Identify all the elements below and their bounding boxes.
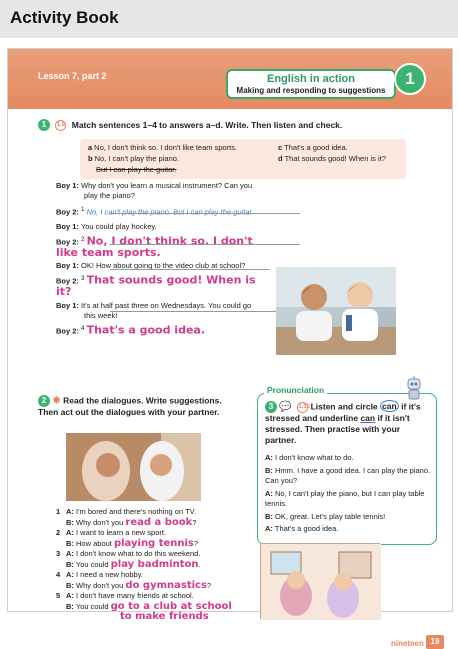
dialogue-line: Boy 1: You could play hockey. (56, 221, 157, 231)
lesson-banner (8, 49, 452, 109)
answer-line (110, 244, 300, 245)
dialogue-line: Boy 2: $^2$ No, I don't think so. I don't like team sports. (56, 234, 253, 259)
answer-text[interactable]: No, I can't play the piano. But I can play the guitar. (86, 207, 254, 217)
pron-line: A: I don't know what to do. (265, 453, 354, 462)
workbook-page (7, 48, 453, 648)
speech-bubble-icon: 💬 (279, 401, 292, 413)
family-illustration (260, 543, 380, 619)
ex2-item-b: B: Why don't you do gymnastics? (66, 579, 212, 591)
ex2-item: 5 A: I don't have many friends at school. (56, 591, 194, 600)
answer-line (110, 269, 270, 270)
dialogue-line: Boy 2: $^3$ That sounds good! When is it? (56, 273, 256, 298)
audio-icon[interactable]: 1.9 (55, 120, 66, 131)
english-in-action-box (226, 69, 396, 99)
pron-line: B: OK, great. Let's play table tennis! (265, 511, 386, 521)
exercise1-instruction: Match sentences 1–4 to answers a–d. Write. Then listen and check. (71, 120, 343, 130)
answer-c: c That's a good idea. (278, 143, 348, 152)
circled-can: can (382, 401, 397, 412)
exercise2-list (56, 507, 256, 623)
exercise1-dialogue (56, 181, 271, 336)
dialogue-line: Boy 2: $^4$ That's a good idea. (56, 323, 206, 336)
pron-line: A: That's a good idea. (265, 524, 339, 533)
girls-photo-illustration (66, 433, 201, 501)
answer-b-continued: But I can play the guitar. (96, 165, 177, 174)
pron-line: B: Hmm. I have a good idea. I can play the piano. Can you? (265, 465, 431, 485)
ex2-item-b: B: You could play badminton. (66, 558, 201, 570)
ex2-item-b: B: Why don't you read a book? (66, 516, 197, 528)
family-illustration-drawing (261, 544, 381, 620)
robot-icon (404, 375, 424, 401)
ex2-item-b: B: How about playing tennis? (66, 537, 199, 549)
answer-text[interactable]: go to a club at school (110, 600, 232, 612)
unit-number-badge: 1 (394, 63, 426, 95)
boys-photo-illustration (276, 267, 396, 355)
exercise2-number: 2 (38, 395, 50, 407)
answer-d: d That sounds good! When is it? (278, 154, 386, 163)
page-number: 19 (426, 635, 444, 649)
dialogue-line: play the piano? (84, 191, 135, 200)
section-title: English in action (266, 73, 355, 85)
dialogue-line: Boy 1: It's at half past three on Wednesdays. You could go (56, 300, 252, 310)
ex2-item: 1 A: I'm bored and there's nothing on TV. (56, 507, 197, 516)
answer-text[interactable]: No, I don't think so. I don't like team sports. (56, 234, 253, 259)
exercise2-instruction: Read the dialogues. Write suggestions. Then act out the dialogues with your partner. (38, 395, 222, 417)
page-title: Activity Book (10, 8, 119, 27)
answer-text[interactable]: play badminton (110, 558, 199, 570)
exercise2-heading (38, 395, 243, 418)
boys-photo (276, 267, 396, 355)
lesson-label: Lesson 7, part 2 (38, 71, 107, 81)
girls-photo (66, 433, 201, 501)
ex2-item-b-continued (56, 612, 256, 623)
exercise1-number: 1 (38, 119, 50, 131)
underlined-can: can (360, 413, 376, 423)
pronunciation-label: Pronunciation (264, 385, 327, 395)
answer-text[interactable]: read a book (125, 516, 193, 528)
answer-line (110, 213, 300, 214)
answer-line (110, 311, 300, 312)
audio-icon[interactable]: 1.10 (297, 402, 308, 413)
ex2-item: 2 A: I want to learn a new sport. (56, 528, 167, 537)
ex2-item-b: B: You could go to a club at school (66, 600, 232, 612)
ex2-item: 3 A: I don't know what to do this weekend. (56, 549, 201, 558)
exercise3-number: 3 (265, 401, 277, 413)
dialogue-line: this week! (84, 310, 118, 320)
section-subtitle: Making and responding to suggestions (236, 86, 386, 95)
answer-text[interactable]: playing tennis (113, 537, 194, 549)
answer-b: b No, I can't play the piano. (88, 154, 179, 163)
answer-text[interactable]: That sounds good! When is it? (56, 273, 256, 298)
answer-text[interactable]: to make friends (120, 611, 209, 622)
pronunciation-dialogue (265, 453, 433, 535)
answer-a: a No, I don't think so. I don't like team sports. (88, 143, 238, 152)
ex2-item: 4 A: I need a new hobby. (56, 570, 144, 579)
exercise3-heading: 3 💬 1.10 Listen and circle can if it's stressed and underline can if it isn't stressed. Then practise with your partner. (265, 401, 421, 445)
answer-text[interactable]: That's a good idea. (86, 323, 206, 336)
exercise1-heading (38, 119, 342, 131)
top-bar (0, 0, 458, 38)
answers-box (80, 139, 406, 179)
page-word: nineteen (391, 639, 424, 648)
dialogue-line: Boy 1: Why don't you learn a musical instrument? Can you (56, 181, 253, 190)
star-icon: ✸ (52, 395, 61, 407)
pron-line: A: No, I can't play the piano, but I can play table tennis. (265, 488, 425, 508)
dialogue-line: Boy 2: $^1$ No, I can't play the piano. But I can play the guitar. (56, 206, 254, 217)
answer-text[interactable]: do gymnastics (125, 579, 207, 591)
dialogue-line: Boy 1: OK! How about going to the video club at school? (56, 261, 246, 270)
